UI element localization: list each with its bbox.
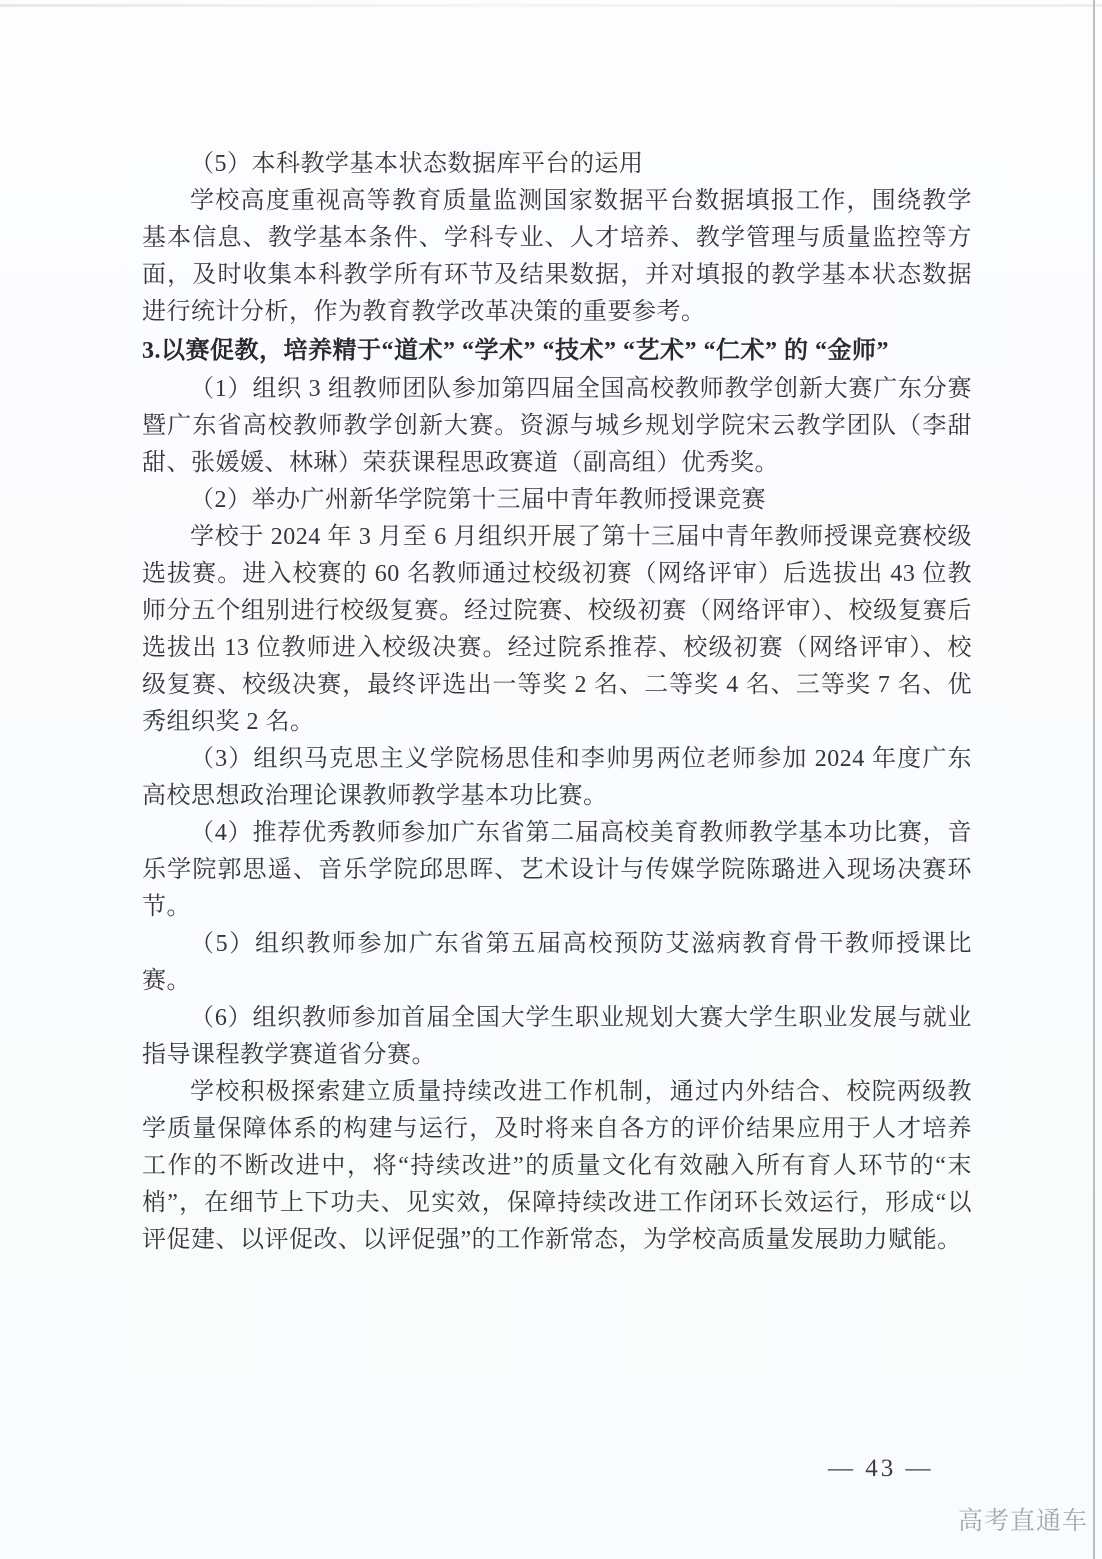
- section-heading-3: 3.以赛促教，培养精于“道术” “学术” “技术” “艺术” “仁术” 的 “金师”: [142, 338, 889, 364]
- paragraph-state-database: 学校高度重视高等教育质量监测国家数据平台数据填报工作，围绕教学基本信息、教学基本条件、学科专业、人才培养、教学管理与质量监控等方面，及时收集本科教学所有环节及结果数据，并对填报的教学基本状态数据进行统计分析，作为教育教学改革决策的重要参考。: [142, 188, 972, 325]
- watermark: 高考直通车: [958, 1507, 1089, 1535]
- page-number: — 43 —: [828, 1455, 934, 1482]
- list-item-6: （6）组织教师参加首届全国大学生职业规划大赛大学生职业发展与就业指导课程教学赛道省分赛。: [142, 1005, 972, 1068]
- subsection-title-5: （5）本科教学基本状态数据库平台的运用: [190, 151, 644, 177]
- list-item-1: （1）组织 3 组教师团队参加第四届全国高校教师教学创新大赛广东分赛暨广东省高校教师教学创新大赛。资源与城乡规划学院宋云教学团队（李甜甜、张媛媛、林琳）荣获课程思政赛道（副高组）优秀奖。: [142, 376, 972, 476]
- document-body: [142, 146, 972, 1259]
- scan-edge-line: [1093, 0, 1095, 1559]
- list-item-5: （5）组织教师参加广东省第五届高校预防艾滋病教育骨干教师授课比赛。: [142, 931, 972, 994]
- paragraph-quality-improvement: 学校积极探索建立质量持续改进工作机制，通过内外结合、校院两级教学质量保障体系的构建与运行，及时将来自各方的评价结果应用于人才培养工作的不断改进中，将“持续改进”的质量文化有效融入所有育人环节的“末梢”，在细节上下功夫、见实效，保障持续改进工作闭环长效运行，形成“以评促建、以评促改、以评促强”的工作新常态，为学校高质量发展助力赋能。: [142, 1079, 972, 1253]
- list-item-3: （3）组织马克思主义学院杨思佳和李帅男两位老师参加 2024 年度广东高校思想政治理论课教师教学基本功比赛。: [142, 746, 972, 809]
- list-item-2: （2）举办广州新华学院第十三届中青年教师授课竞赛: [190, 487, 766, 513]
- scan-top-edge: [0, 4, 1102, 7]
- paragraph-competition-detail: 学校于 2024 年 3 月至 6 月组织开展了第十三届中青年教师授课竞赛校级选拔赛。进入校赛的 60 名教师通过校级初赛（网络评审）后选拔出 43 位教师分五个组别进行校级复赛。经过院赛、校级初赛（网络评审）、校级复赛后选拔出 13 位教师进入校级决赛。经过院系推荐、校级初赛（网络评审）、校级复赛、校级决赛，最终评选出一等奖 2 名、二等奖 4 名、三等奖 7 名、优秀组织奖 2 名。: [142, 524, 972, 735]
- list-item-4: （4）推荐优秀教师参加广东省第二届高校美育教师教学基本功比赛，音乐学院郭思遥、音乐学院邱思晖、艺术设计与传媒学院陈璐进入现场决赛环节。: [142, 820, 972, 920]
